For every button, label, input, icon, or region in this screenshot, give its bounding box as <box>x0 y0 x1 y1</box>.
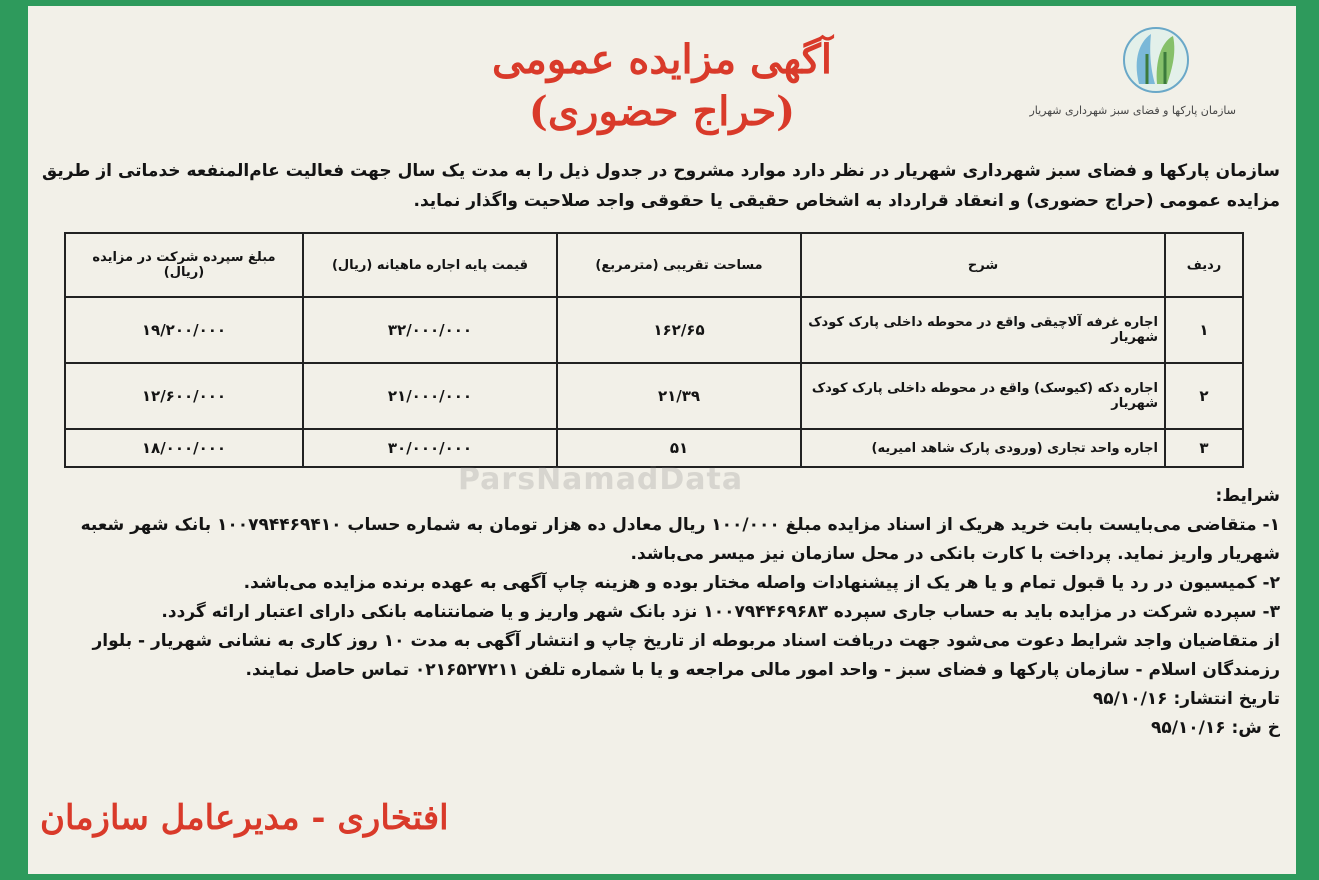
header-base-rent: قیمت پایه اجاره ماهیانه (ریال) <box>303 233 557 297</box>
header-description: شرح <box>801 233 1165 297</box>
header-row-number: ردیف <box>1165 233 1243 297</box>
invitation-text: از متقاضیان واجد شرایط دعوت می‌شود جهت دریافت اسناد مربوطه از تاریخ چاپ و انتشار آگهی به مدت ۱۰ روز کاری به نشانی شهریار - بلوار رزمندگان اسلام - سازمان پارکها و فضای سبز - واحد امور مالی مراجعه و یا با شماره تلفن ۰۲۱۶۵۲۷۲۱۱ تماس حاصل نمایند. <box>92 631 1280 680</box>
notice-page <box>28 6 1296 874</box>
logo-caption: سازمان پارکها و فضای سبز شهرداری شهریار <box>1029 104 1236 117</box>
row-area: ۵۱ <box>557 429 801 467</box>
publish-date: تاریخ انتشار: ۹۵/۱۰/۱۶ <box>1092 689 1280 709</box>
title-line-1: آگهی مزایده عمومی <box>492 36 832 83</box>
intro-paragraph: سازمان پارکها و فضای سبز شهرداری شهریار در نظر دارد موارد مشروح در جدول ذیل را به مدت یک سال جهت فعالیت عام‌المنفعه خدماتی از طریق مزایده عمومی (حراج حضوری) و انعقاد قرارداد به اشخاص حقیقی یا حقوقی واجد صلاحیت واگذار نماید. <box>42 161 1280 211</box>
row-description: اجاره غرفه آلاچیقی واقع در محوطه داخلی پارک کودک شهریار <box>801 297 1165 363</box>
term-item-1: ۱- متقاضی می‌بایست بابت خرید هریک از اسناد مزایده مبلغ ۱۰۰/۰۰۰ ریال معادل ده هزار تومان به شماره حساب ۱۰۰۷۹۴۴۶۹۴۱۰ بانک شهر شعبه شهریار واریز نماید. پرداخت با کارت بانکی در محل سازمان نیز میسر می‌باشد. <box>80 515 1280 564</box>
row-number: ۳ <box>1165 429 1243 467</box>
watermark: ParsNamadData <box>458 462 744 497</box>
row-base-rent: ۳۰/۰۰۰/۰۰۰ <box>303 429 557 467</box>
term-item-2: ۲- کمیسیون در رد یا قبول تمام و یا هر یک از پیشنهادات واصله مختار بوده و هزینه چاپ آگهی به عهده برنده مزایده می‌باشد. <box>243 573 1280 593</box>
row-base-rent: ۲۱/۰۰۰/۰۰۰ <box>303 363 557 429</box>
signature: افتخاری - مدیرعامل سازمان <box>40 798 449 838</box>
terms-heading: شرایط: <box>1215 486 1280 506</box>
row-description: اجاره دکه (کیوسک) واقع در محوطه داخلی پارک کودک شهریار <box>801 363 1165 429</box>
row-base-rent: ۳۲/۰۰۰/۰۰۰ <box>303 297 557 363</box>
auction-table <box>64 232 1244 468</box>
notice-title <box>28 34 1296 138</box>
row-deposit: ۱۸/۰۰۰/۰۰۰ <box>65 429 303 467</box>
row-area: ۱۶۲/۶۵ <box>557 297 801 363</box>
header-area: مساحت تقریبی (مترمربع) <box>557 233 801 297</box>
title-line-2: (حراج حضوری) <box>528 88 796 135</box>
row-area: ۲۱/۳۹ <box>557 363 801 429</box>
row-deposit: ۱۹/۲۰۰/۰۰۰ <box>65 297 303 363</box>
terms-section <box>42 482 1280 743</box>
row-deposit: ۱۲/۶۰۰/۰۰۰ <box>65 363 303 429</box>
header-deposit: مبلغ سپرده شرکت در مزایده (ریال) <box>65 233 303 297</box>
row-number: ۲ <box>1165 363 1243 429</box>
table-row <box>65 363 1243 429</box>
row-description: اجاره واحد تجاری (ورودی پارک شاهد امیریه) <box>801 429 1165 467</box>
table-header-row <box>65 233 1243 297</box>
row-number: ۱ <box>1165 297 1243 363</box>
table-row <box>65 297 1243 363</box>
notice-code: خ ش: ۹۵/۱۰/۱۶ <box>1150 718 1280 738</box>
term-item-3: ۳- سپرده شرکت در مزایده باید به حساب جاری سپرده ۱۰۰۷۹۴۴۶۹۶۸۳ نزد بانک شهر واریز و یا ضمانتنامه بانکی دارای اعتبار ارائه گردد. <box>161 602 1280 622</box>
